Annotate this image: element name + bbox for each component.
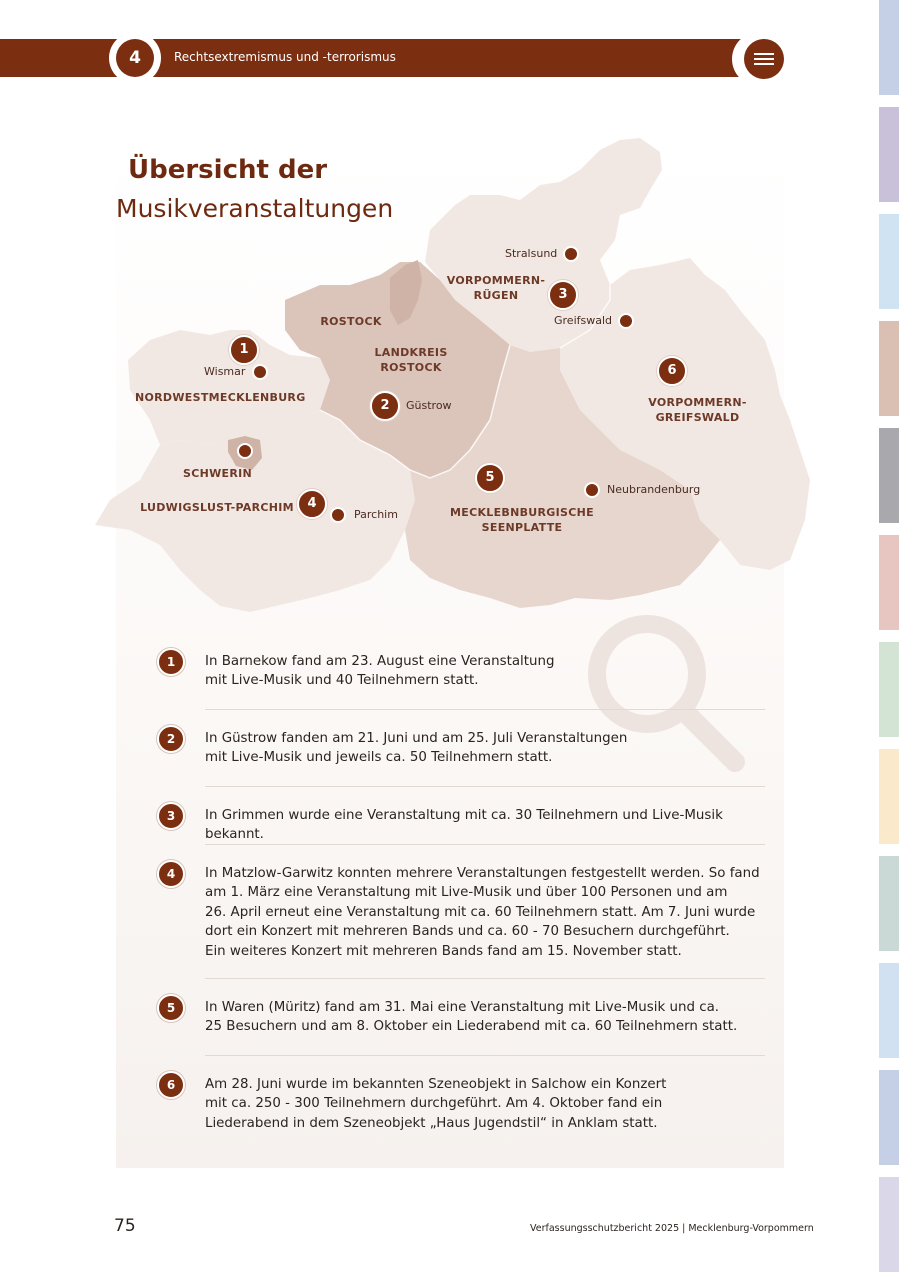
event-text-line: 25 Besuchern und am 8. Oktober ein Liederabend mit ca. 60 Teilnehmern statt. <box>205 1019 738 1035</box>
map-marker-6[interactable]: 6 <box>657 356 687 386</box>
region-label-vorpommern-greifswald <box>645 395 750 425</box>
side-tab-8[interactable] <box>879 749 899 844</box>
map-marker-4[interactable]: 4 <box>297 489 327 519</box>
event-text-line: Liederabend in dem Szeneobjekt „Haus Jugendstil“ in Anklam statt. <box>205 1115 658 1131</box>
region-label-mecklenburgische-seenplatte <box>447 505 597 535</box>
event-number-badge: 4 <box>157 860 185 888</box>
event-number-badge: 6 <box>157 1071 185 1099</box>
region-label-line: LANDKREIS <box>374 346 448 359</box>
region-label-rostock: ROSTOCK <box>320 315 382 328</box>
event-text-line: In Güstrow fanden am 21. Juni und am 25. Juli Veranstaltungen <box>205 731 628 746</box>
map-marker-2[interactable]: 2 <box>370 391 400 421</box>
event-description <box>205 652 765 691</box>
region-label-line: GREIFSWALD <box>655 411 740 424</box>
event-divider <box>205 844 765 845</box>
city-dot-stralsund[interactable] <box>563 246 579 262</box>
region-label-line: VORPOMMERN- <box>648 396 747 409</box>
page-title-line1: Übersicht der <box>128 155 328 185</box>
event-text-line: am 1. März eine Veranstaltung mit Live-Musik und über 100 Personen und am <box>205 885 728 901</box>
region-label-line: RÜGEN <box>473 289 519 302</box>
event-number-badge: 5 <box>157 994 185 1022</box>
city-dot-schwerin[interactable] <box>237 443 253 459</box>
page-title-line2: Musikveranstaltungen <box>116 194 394 223</box>
city-label-parchim: Parchim <box>354 508 398 521</box>
region-label-ludwigslust-parchim: LUDWIGSLUST-PARCHIM <box>140 501 294 514</box>
region-label-line: ROSTOCK <box>380 361 442 374</box>
region-label-vorpommern-ruegen <box>441 273 551 303</box>
region-label-line: VORPOMMERN- <box>446 274 546 287</box>
chapter-title[interactable]: Rechtsextremismus und -terrorismus <box>174 50 396 64</box>
region-label-landkreis-rostock <box>366 345 456 375</box>
city-label-stralsund: Stralsund <box>505 247 558 260</box>
event-text-line: 26. April erneut eine Veranstaltung mit ca. 60 Teilnehmern statt. Am 7. Juni wurde <box>205 904 756 920</box>
city-label-guestrow: Güstrow <box>406 399 452 412</box>
event-description <box>205 1075 765 1133</box>
side-tab-12[interactable] <box>879 1177 899 1272</box>
footer-report-title: Verfassungsschutzbericht 2025 | Mecklenburg-Vorpommern <box>530 1223 814 1234</box>
city-dot-parchim[interactable] <box>330 507 346 523</box>
event-number-badge: 2 <box>157 725 185 753</box>
map-marker-5[interactable]: 5 <box>475 463 505 493</box>
region-label-schwerin: SCHWERIN <box>182 467 253 480</box>
event-divider <box>205 709 765 710</box>
side-tab-11[interactable] <box>879 1070 899 1165</box>
side-tab-9[interactable] <box>879 856 899 951</box>
city-dot-greifswald[interactable] <box>618 313 634 329</box>
page-number: 75 <box>114 1216 136 1236</box>
city-dot-wismar[interactable] <box>252 364 268 380</box>
event-text-line: In Grimmen wurde eine Veranstaltung mit ca. 30 Teilnehmern und Live-Musik bekannt. <box>205 808 723 843</box>
city-dot-neubrandenburg[interactable] <box>584 482 600 498</box>
event-description <box>205 806 765 845</box>
event-text-line: mit Live-Musik und jeweils ca. 50 Teilnehmern statt. <box>205 750 553 766</box>
event-description <box>205 998 765 1037</box>
region-label-nordwestmecklenburg: NORDWESTMECKLENBURG <box>135 391 306 404</box>
event-number-badge: 1 <box>157 648 185 676</box>
event-text-line: mit Live-Musik und 40 Teilnehmern statt. <box>205 673 479 689</box>
side-tab-7[interactable] <box>879 642 899 737</box>
event-divider <box>205 978 765 979</box>
event-text-line: mit ca. 250 - 300 Teilnehmern durchgeführt. Am 4. Oktober fand ein <box>205 1096 663 1112</box>
region-label-line: SEENPLATTE <box>481 521 563 534</box>
side-tab-10[interactable] <box>879 963 899 1058</box>
city-label-neubrandenburg: Neubrandenburg <box>607 483 701 496</box>
map-marker-1[interactable]: 1 <box>229 335 259 365</box>
event-divider <box>205 786 765 787</box>
event-text-line: In Matzlow-Garwitz konnten mehrere Veranstaltungen festgestellt werden. So fand <box>205 866 760 881</box>
event-description <box>205 729 765 768</box>
chapter-number-badge[interactable]: 4 <box>116 39 154 77</box>
event-divider <box>205 1055 765 1056</box>
event-description <box>205 864 765 961</box>
event-text-line: In Waren (Müritz) fand am 31. Mai eine Veranstaltung mit Live-Musik und ca. <box>205 1000 720 1015</box>
event-text-line: In Barnekow fand am 23. August eine Veranstaltung <box>205 654 555 669</box>
event-number-badge: 3 <box>157 802 185 830</box>
event-text-line: Am 28. Juni wurde im bekannten Szeneobjekt in Salchow ein Konzert <box>205 1077 667 1092</box>
map-marker-3[interactable]: 3 <box>548 280 578 310</box>
event-text-line: dort ein Konzert mit mehreren Bands und ca. 60 - 70 Besuchern durchgeführt. <box>205 924 730 940</box>
city-label-wismar: Wismar <box>204 365 246 378</box>
event-text-line: Ein weiteres Konzert mit mehreren Bands fand am 15. November statt. <box>205 943 682 959</box>
region-label-line: MECKLEBNBURGISCHE <box>450 506 594 519</box>
city-label-greifswald: Greifswald <box>554 314 613 327</box>
